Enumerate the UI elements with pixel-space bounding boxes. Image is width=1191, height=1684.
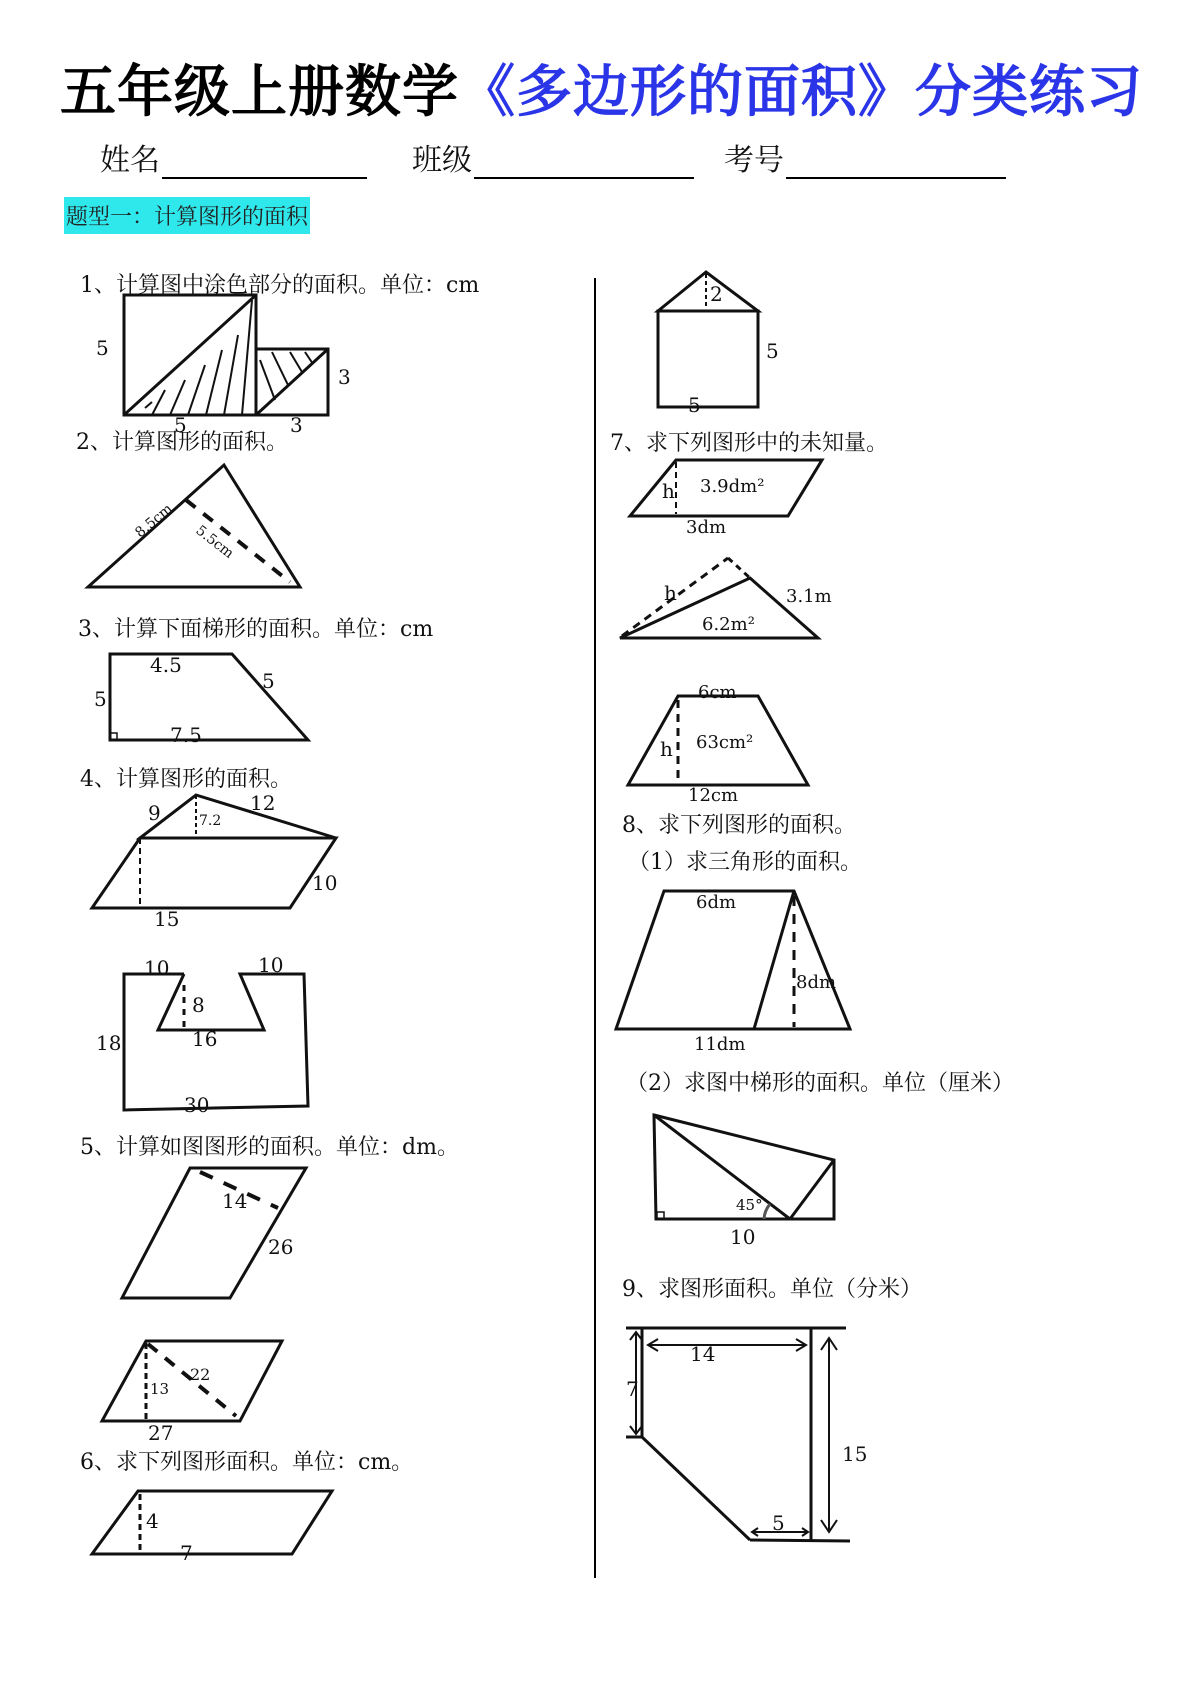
- q8b-label-base: 10: [730, 1225, 756, 1249]
- q9-label-left: 7: [626, 1377, 639, 1401]
- exam-number-label: 考号: [724, 143, 784, 178]
- q4b-label-bottom: 30: [184, 1093, 210, 1117]
- question-7: 7、求下列图形中的未知量。: [610, 431, 888, 456]
- question-1: 1、计算图中涂色部分的面积。单位：cm: [80, 273, 480, 298]
- q4a-label-left: 9: [148, 801, 161, 825]
- q9-label-right: 15: [842, 1442, 868, 1466]
- q8b-label-angle: 45°: [736, 1196, 763, 1214]
- q6b-label-base: 5: [688, 393, 701, 417]
- q7b-label-area: 6.2m²: [702, 614, 755, 635]
- q7c-label-bottom: 12cm: [688, 785, 739, 806]
- q2-label-side: 8.5cm: [132, 500, 176, 542]
- q8a-label-bottom: 11dm: [694, 1034, 746, 1055]
- q3-label-left: 5: [94, 687, 107, 711]
- q1-label-right: 3: [338, 365, 351, 389]
- question-6: 6、求下列图形面积。单位：cm。: [80, 1450, 414, 1475]
- q4a-label-base: 15: [154, 907, 180, 931]
- q7b-label-side: 3.1m: [786, 586, 832, 607]
- q7a-label-h: h: [662, 479, 675, 503]
- q9-label-bottom: 5: [772, 1511, 785, 1535]
- title-grade: 五年级上册数学: [60, 60, 459, 125]
- q2-label-height: 5.5cm: [192, 522, 237, 562]
- name-field[interactable]: [100, 135, 367, 179]
- q6a-label-base: 7: [180, 1541, 193, 1565]
- name-label: 姓名: [100, 143, 160, 178]
- q3-label-top: 4.5: [150, 653, 182, 677]
- q7a-label-base: 3dm: [686, 517, 727, 538]
- q4b-label-top-left: 10: [144, 956, 170, 980]
- q4a-label-side: 10: [312, 871, 338, 895]
- question-3: 3、计算下面梯形的面积。单位：cm: [78, 617, 434, 642]
- title-topic: 《多边形的面积》分类练习: [459, 60, 1143, 125]
- question-9: 9、求图形面积。单位（分米）: [622, 1277, 922, 1302]
- exam-number-blank[interactable]: [786, 147, 1006, 179]
- question-5: 5、计算如图图形的面积。单位：dm。: [80, 1135, 459, 1160]
- class-field[interactable]: [412, 135, 694, 179]
- q4b-label-height: 8: [192, 993, 205, 1017]
- q8a-label-height: 8dm: [796, 972, 837, 993]
- q1-label-left: 5: [96, 336, 109, 360]
- q7a-label-area: 3.9dm²: [700, 476, 765, 497]
- q6a-label-height: 4: [146, 1509, 159, 1533]
- question-8: 8、求下列图形的面积。: [622, 813, 856, 838]
- q5b-label-height1: 13: [150, 1380, 170, 1398]
- q7b-label-h: h: [664, 581, 677, 605]
- question-8-sub1: （1）求三角形的面积。: [628, 850, 862, 875]
- class-blank[interactable]: [474, 147, 694, 179]
- q5b-label-height2: 22: [190, 1365, 211, 1384]
- q6b-label-side: 5: [766, 339, 779, 363]
- q4b-label-inner-base: 16: [192, 1027, 218, 1051]
- q7c-label-h: h: [660, 737, 673, 761]
- q3-label-slant: 5: [262, 669, 275, 693]
- q1-label-bottom-left: 5: [174, 413, 187, 437]
- question-8-sub2: （2）求图中梯形的面积。单位（厘米）: [626, 1071, 1014, 1096]
- q1-label-bottom-right: 3: [290, 413, 303, 437]
- q5b-label-base: 27: [148, 1421, 174, 1445]
- section-heading: 题型一：计算图形的面积: [64, 197, 310, 234]
- q8a-label-top: 6dm: [696, 892, 737, 913]
- question-4: 4、计算图形的面积。: [80, 767, 292, 792]
- name-blank[interactable]: [162, 147, 367, 179]
- q5a-label-side: 26: [268, 1235, 294, 1259]
- q5a-label-height: 14: [222, 1189, 248, 1213]
- q4a-label-height: 7.2: [199, 813, 222, 829]
- q4b-label-top-right: 10: [258, 953, 284, 977]
- q6b-label-tri-height: 2: [710, 282, 723, 306]
- q3-label-bottom: 7.5: [170, 723, 202, 747]
- question-2: 2、计算图形的面积。: [76, 430, 288, 455]
- page-title: [60, 48, 1143, 128]
- q4a-label-right: 12: [250, 791, 276, 815]
- q7c-label-area: 63cm²: [696, 732, 754, 753]
- exam-number-field[interactable]: [724, 135, 1006, 179]
- q7c-label-top: 6cm: [698, 682, 737, 703]
- column-divider: [594, 278, 596, 1578]
- q9-label-top: 14: [690, 1342, 716, 1366]
- class-label: 班级: [412, 143, 472, 178]
- q4b-label-left: 18: [96, 1031, 122, 1055]
